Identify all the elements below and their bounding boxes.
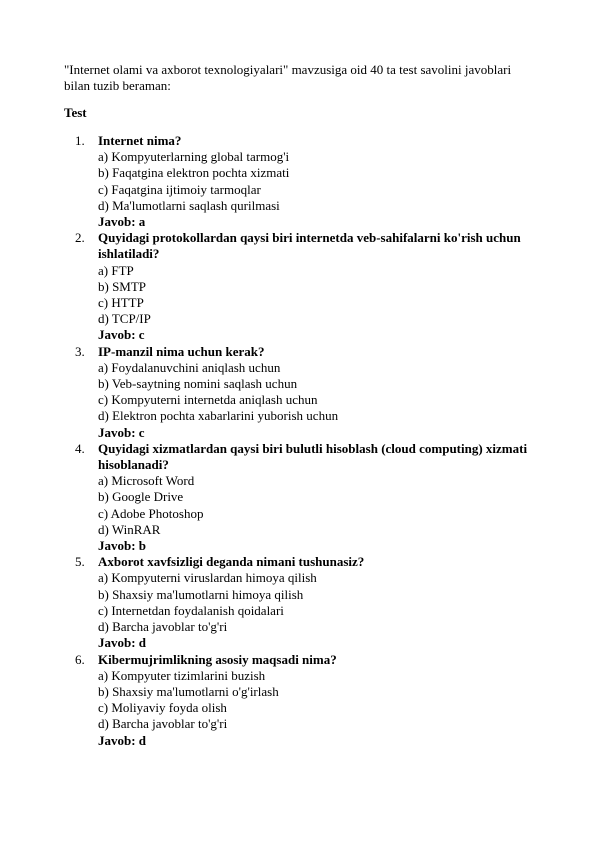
correct-answer: Javob: b — [98, 538, 147, 554]
question-item — [64, 652, 532, 749]
answer-option: c) Moliyaviy foyda olish — [98, 700, 227, 716]
correct-answer: Javob: d — [98, 635, 147, 651]
answer-option: d) Ma'lumotlarni saqlash qurilmasi — [98, 197, 280, 213]
question-text: Quyidagi protokollardan qaysi biri internetda veb-sahifalarni ko'rish uchun ishlatiladi? — [98, 230, 521, 262]
answer-option: b) SMTP — [98, 278, 147, 294]
answer-option: b) Shaxsiy ma'lumotlarni o'g'irlash — [98, 683, 279, 699]
question-item — [64, 133, 532, 230]
question-item — [64, 554, 532, 651]
answer-option: d) Barcha javoblar to'g'ri — [98, 619, 228, 635]
question-text: Axborot xavfsizligi deganda nimani tushunasiz? — [98, 554, 365, 570]
question-number: 1. — [75, 133, 85, 148]
question-list — [64, 133, 532, 749]
answer-option: a) Kompyuterlarning global tarmog'i — [98, 149, 290, 165]
answer-option: c) Kompyuterni internetda aniqlash uchun — [98, 392, 318, 408]
answer-option: b) Veb-saytning nomini saqlash uchun — [98, 376, 298, 392]
question-item — [64, 441, 532, 554]
answer-option: a) FTP — [98, 262, 134, 278]
answer-option: d) WinRAR — [98, 521, 161, 537]
answer-option: d) Barcha javoblar to'g'ri — [98, 716, 228, 732]
correct-answer: Javob: d — [98, 732, 147, 748]
answer-option: c) HTTP — [98, 295, 144, 311]
answer-option: d) TCP/IP — [98, 311, 151, 327]
answer-option: a) Kompyuter tizimlarini buzish — [98, 667, 266, 683]
answer-option: b) Google Drive — [98, 489, 184, 505]
answer-option: b) Shaxsiy ma'lumotlarni himoya qilish — [98, 586, 304, 602]
answer-option: a) Kompyuterni viruslardan himoya qilish — [98, 570, 317, 586]
correct-answer: Javob: a — [98, 214, 146, 230]
correct-answer: Javob: c — [98, 327, 145, 343]
section-heading: Test — [64, 105, 87, 120]
question-text: Quyidagi xizmatlardan qaysi biri bulutli hisoblash (cloud computing) xizmati hisoblanadi? — [98, 440, 528, 473]
correct-answer: Javob: c — [98, 424, 145, 440]
question-number: 3. — [75, 343, 85, 359]
answer-option: c) Faqatgina ijtimoiy tarmoqlar — [98, 181, 261, 197]
question-text: Internet nima? — [98, 133, 182, 148]
question-number: 6. — [75, 651, 85, 667]
answer-option: d) Elektron pochta xabarlarini yuborish uchun — [98, 408, 339, 424]
answer-option: c) Internetdan foydalanish qoidalari — [98, 602, 284, 618]
answer-option: c) Adobe Photoshop — [98, 505, 204, 521]
intro-paragraph: "Internet olami va axborot texnologiyalari" mavzusiga oid 40 ta test savolini javoblari bilan tuzib beraman: — [64, 62, 512, 93]
question-number: 5. — [75, 554, 85, 570]
answer-option: a) Foydalanuvchini aniqlash uchun — [98, 359, 281, 375]
question-text: Kibermujrimlikning asosiy maqsadi nima? — [98, 651, 337, 667]
question-number: 4. — [75, 440, 85, 456]
answer-option: b) Faqatgina elektron pochta xizmati — [98, 165, 290, 181]
question-item — [64, 344, 532, 441]
answer-option: a) Microsoft Word — [98, 473, 195, 489]
question-number: 2. — [75, 230, 85, 246]
question-item — [64, 230, 532, 343]
question-text: IP-manzil nima uchun kerak? — [98, 343, 265, 359]
